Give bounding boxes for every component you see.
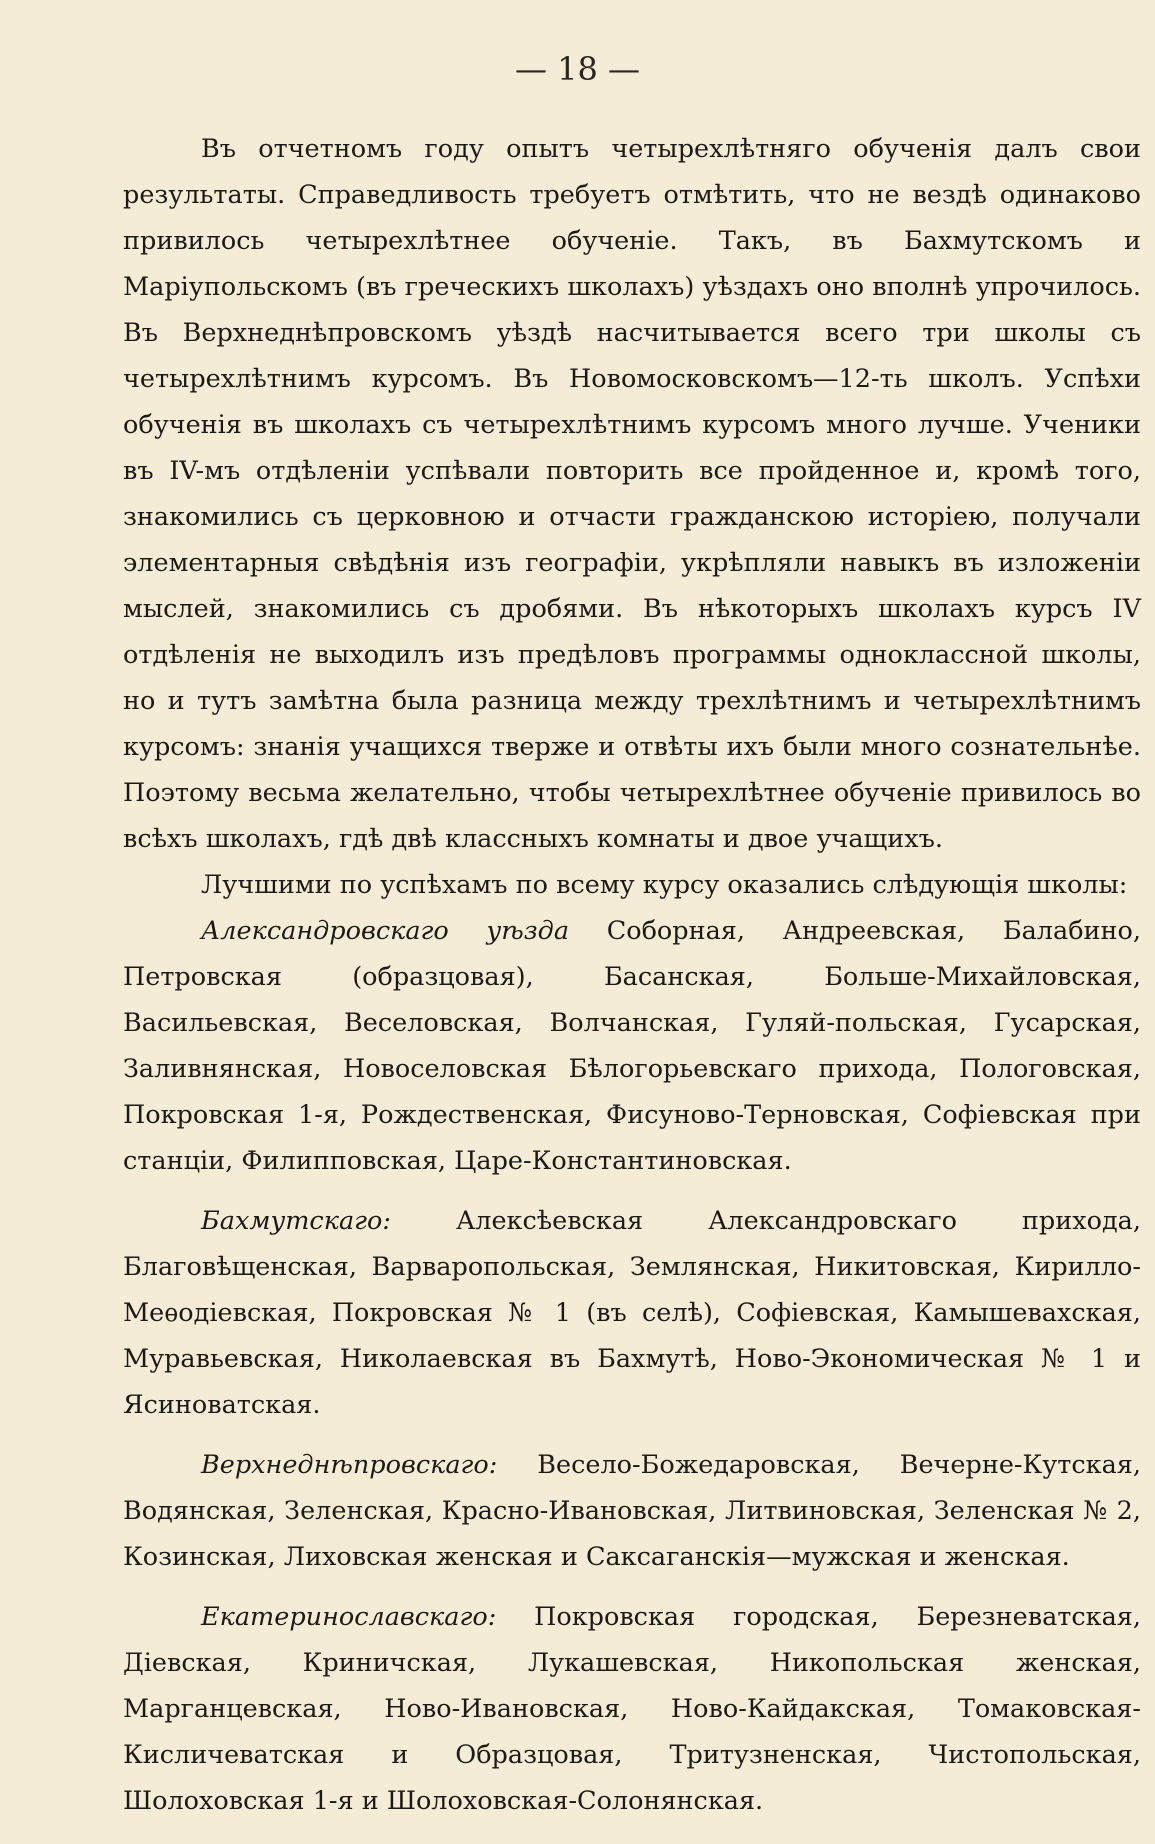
paragraph-text: Весело-Божедаровская, Вечерне-Кутская, Водянская, Зеленская, Красно-Ивановская, Литвиновская, Зеленская № 2, Козинская, Лиховская женская и Саксаганскія—мужская и женская.	[123, 1450, 1141, 1572]
paragraph-verkhnedneprovsk-district	[123, 1442, 1141, 1580]
paragraph-ekaterinoslav-district	[123, 1594, 1141, 1824]
district-label: Бахмутскаго:	[201, 1206, 391, 1236]
paragraph-text: Покровская городская, Березневатская, Діевская, Криничская, Лукашевская, Никопольская женская, Марганцевская, Ново-Ивановская, Ново-Кайдакская, Томаковская-Кисличеватская и Образцовая, Тритузненская, Чистопольская, Шолоховская 1-я и Шолоховская-Солонянская.	[123, 1602, 1141, 1816]
district-label: Верхнеднѣпровскаго:	[201, 1450, 498, 1480]
paragraph-text: Лучшими по успѣхамъ по всему курсу оказались слѣдующія школы:	[201, 870, 1128, 900]
paragraph-text: Алексѣевская Александровскаго прихода, Благовѣщенская, Варваропольская, Землянская, Никитовская, Кирилло-Меѳодіевская, Покровская № 1 (въ селѣ), Софіевская, Камышевахская, Муравьевская, Николаевская въ Бахмутѣ, Ново-Экономическая № 1 и Ясиноватская.	[123, 1206, 1141, 1420]
paragraph-four-year-course	[123, 126, 1141, 862]
district-label: Екатеринославскаго:	[201, 1602, 497, 1632]
district-label: Александровскаго уѣзда	[201, 916, 570, 946]
paragraph-best-schools-intro	[123, 862, 1141, 908]
paragraph-text: Въ отчетномъ году опытъ четырехлѣтняго обученія далъ свои результаты. Справедливость требуетъ отмѣтить, что не вездѣ одинаково привилось четырехлѣтнее обученіе. Такъ, въ Бахмутскомъ и Маріупольскомъ (въ греческихъ школахъ) уѣздахъ оно вполнѣ упрочилось. Въ Верхнеднѣпровскомъ уѣздѣ насчитывается всего три школы съ четырехлѣтнимъ курсомъ. Въ Новомосковскомъ—12-ть школъ. Успѣхи обученія въ школахъ съ четырехлѣтнимъ курсомъ много лучше. Ученики въ IV-мъ отдѣленіи успѣвали повторить все пройденное и, кромѣ того, знакомились съ церковною и отчасти гражданскою исторіею, получали элементарныя свѣдѣнія изъ географіи, укрѣпляли навыкъ въ изложеніи мыслей, знакомились съ дробями. Въ нѣкоторыхъ школахъ курсъ IV отдѣленія не выходилъ изъ предѣловъ программы одноклассной школы, но и тутъ замѣтна была разница между трехлѣтнимъ и четырехлѣтнимъ курсомъ: знанія учащихся тверже и отвѣты ихъ были много сознательнѣе. Поэтому весьма желательно, чтобы четырехлѣтнее обученіе привилось во всѣхъ школахъ, гдѣ двѣ классныхъ комнаты и двое учащихъ.	[123, 134, 1141, 854]
text-body	[123, 126, 1141, 1824]
paragraph-aleksandrovsk-district	[123, 908, 1141, 1184]
paragraph-bakhmut-district	[123, 1198, 1141, 1428]
paragraph-text: Соборная, Андреевская, Балабино, Петровская (образцовая), Басанская, Больше-Михайловская, Васильевская, Веселовская, Волчанская, Гуляй-польская, Гусарская, Заливнянская, Новоселовская Бѣлогорьевскаго прихода, Пологовская, Покровская 1-я, Рождественская, Фисуново-Терновская, Софіевская при станціи, Филипповская, Царе-Константиновская.	[123, 916, 1141, 1176]
page-number: — 18 —	[514, 50, 641, 88]
